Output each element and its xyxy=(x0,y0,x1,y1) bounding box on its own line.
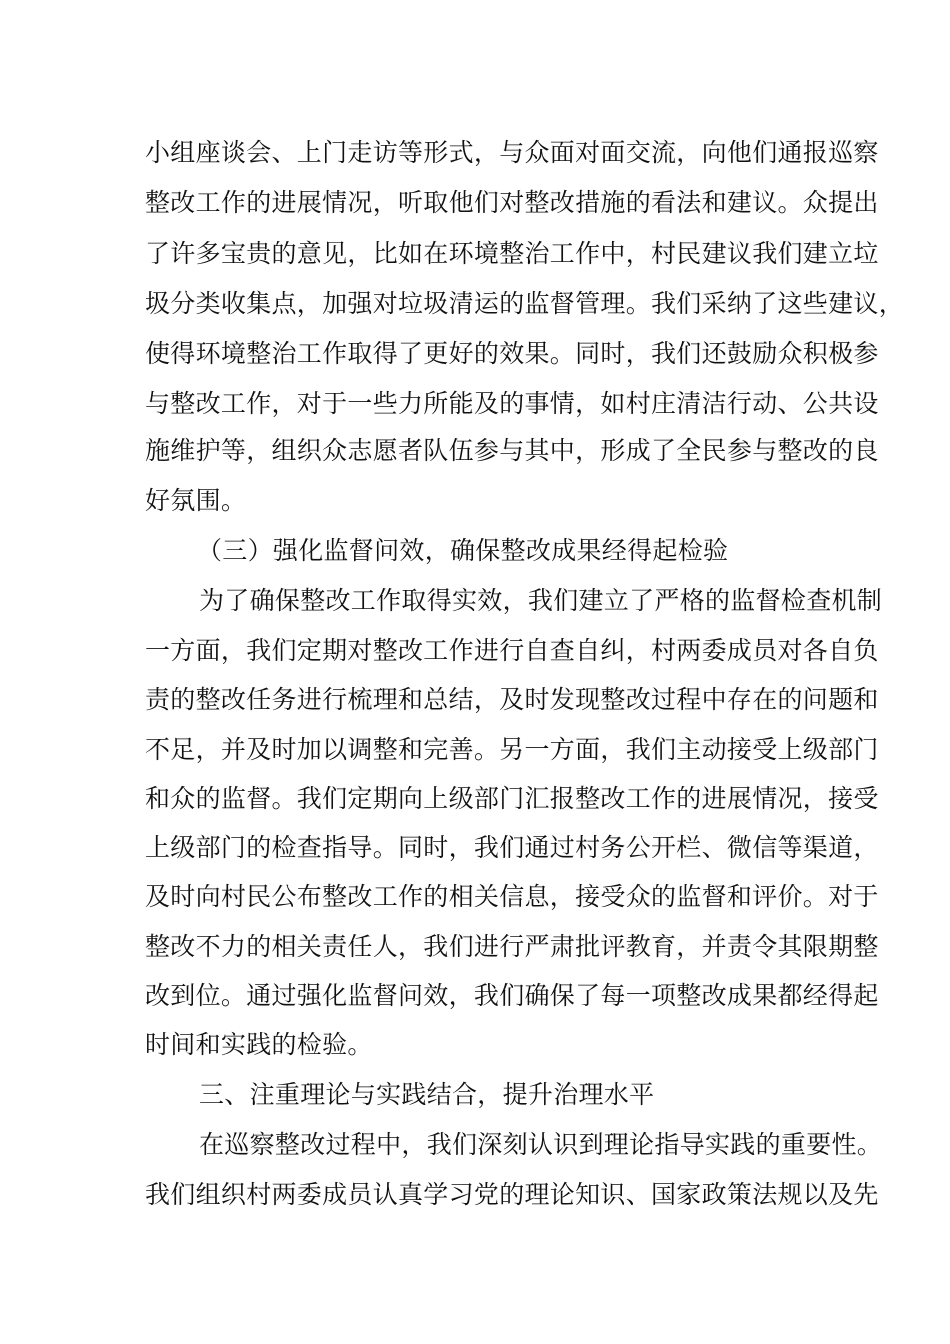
text-line: 和众的监督。我们定期向上级部门汇报整改工作的进展情况，接受 xyxy=(145,784,879,813)
text-line: 我们组织村两委成员认真学习党的理论知识、国家政策法规以及先 xyxy=(145,1180,879,1209)
text-line: 与整改工作，对于一些力所能及的事情，如村庄清洁行动、公共设 xyxy=(145,389,879,418)
text-line: 圾分类收集点，加强对垃圾清运的监督管理。我们采纳了这些建议， xyxy=(145,289,905,318)
text-line: 使得环境整治工作取得了更好的效果。同时，我们还鼓励众积极参 xyxy=(145,339,879,368)
text-line: 施维护等，组织众志愿者队伍参与其中，形成了全民参与整改的良 xyxy=(145,436,879,465)
section-heading: （三）强化监督问效，确保整改成果经得起检验 xyxy=(197,536,729,565)
text-line: 小组座谈会、上门走访等形式，与众面对面交流，向他们通报巡察 xyxy=(145,138,879,167)
section-heading: 三、注重理论与实践结合，提升治理水平 xyxy=(199,1080,655,1109)
text-line: 为了确保整改工作取得实效，我们建立了严格的监督检查机制 xyxy=(199,586,883,615)
text-line: 及时向村民公布整改工作的相关信息，接受众的监督和评价。对于 xyxy=(145,882,879,911)
text-line: 好氛围。 xyxy=(145,486,247,515)
text-line: 责的整改任务进行梳理和总结，及时发现整改过程中存在的问题和 xyxy=(145,685,879,714)
text-line: 了许多宝贵的意见，比如在环境整治工作中，村民建议我们建立垃 xyxy=(145,239,879,268)
text-line: 上级部门的检查指导。同时，我们通过村务公开栏、微信等渠道， xyxy=(145,833,879,862)
text-line: 在巡察整改过程中，我们深刻认识到理论指导实践的重要性。 xyxy=(199,1130,883,1159)
text-line: 整改不力的相关责任人，我们进行严肃批评教育，并责令其限期整 xyxy=(145,932,879,961)
text-line: 改到位。通过强化监督问效，我们确保了每一项整改成果都经得起 xyxy=(145,981,879,1010)
text-line: 时间和实践的检验。 xyxy=(145,1030,373,1059)
text-line: 一方面，我们定期对整改工作进行自查自纠，村两委成员对各自负 xyxy=(145,636,879,665)
text-line: 不足，并及时加以调整和完善。另一方面，我们主动接受上级部门 xyxy=(145,735,879,764)
text-line: 整改工作的进展情况，听取他们对整改措施的看法和建议。众提出 xyxy=(145,188,879,217)
